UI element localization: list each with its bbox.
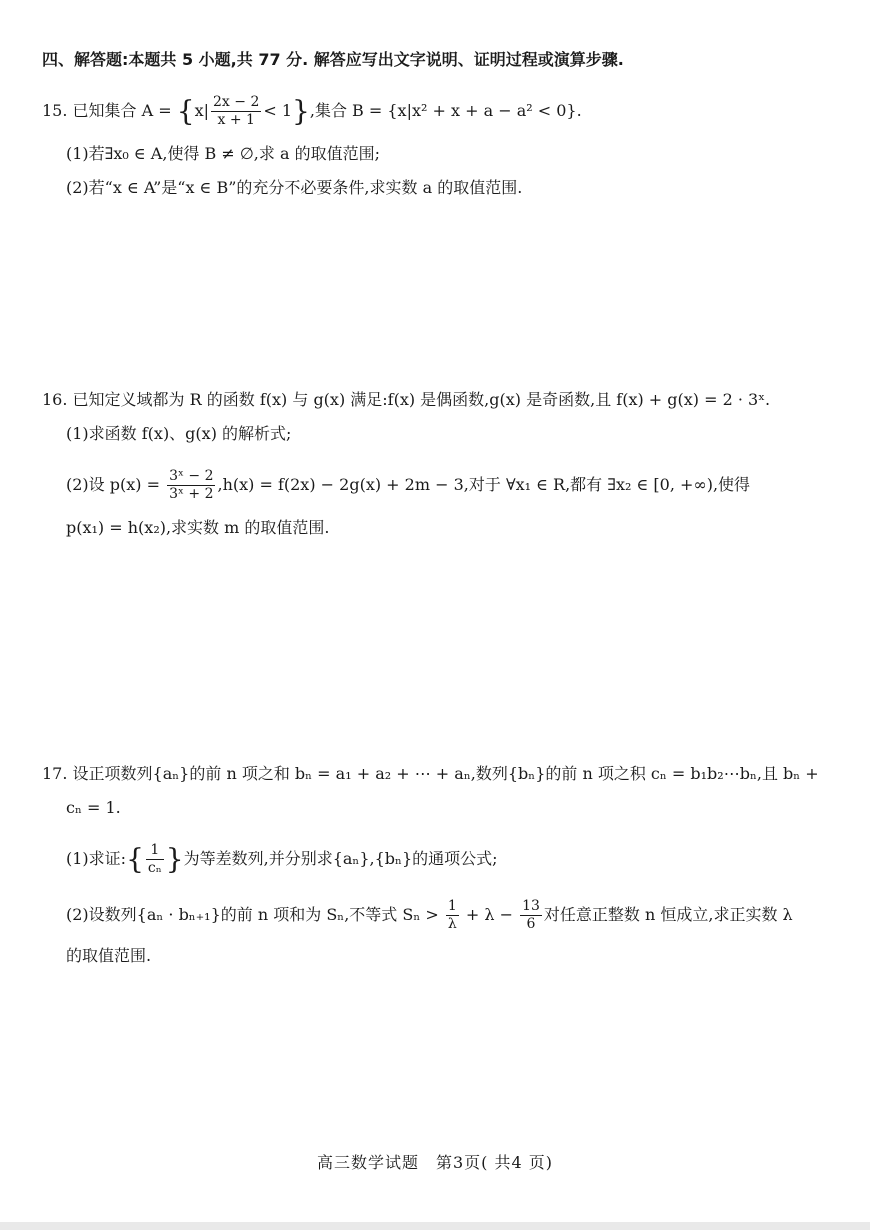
q17-frac-den: cₙ <box>147 860 162 876</box>
q15-part1: (1)若∃x₀ ∈ A,使得 B ≠ ∅,求 a 的取值范围; <box>66 144 380 163</box>
q17-fraction-1-over-cn <box>146 842 164 877</box>
q17-part1 <box>66 842 840 877</box>
q17-frac1-num: 1 <box>447 898 457 914</box>
q15-stem <box>42 94 840 129</box>
q17-part1-post: 为等差数列,并分别求{aₙ},{bₙ}的通项公式; <box>183 849 498 868</box>
page-footer: 高三数学试题 第3页( 共4 页) <box>316 1153 554 1172</box>
q15-fraction <box>211 94 261 129</box>
q17-part2-continued: 的取值范围. <box>66 946 152 965</box>
q17-fraction-13-over-6 <box>520 898 542 933</box>
q16-part2 <box>66 468 840 503</box>
q15-stem-pre: 15. 已知集合 A = <box>42 101 177 120</box>
q17-part1-pre: (1)求证: <box>66 849 127 868</box>
q15-set-lead: x| <box>194 101 210 120</box>
q17-fraction-1-over-lambda <box>446 898 459 933</box>
q17-part2-pre: (2)设数列{aₙ · bₙ₊₁}的前 n 项和为 Sₙ,不等式 Sₙ > <box>66 905 444 924</box>
q17-part2-post: 对任意正整数 n 恒成立,求正实数 λ <box>543 905 793 924</box>
q17-frac1-den: λ <box>447 916 457 932</box>
q16-frac-num: 3ˣ − 2 <box>169 468 214 484</box>
q16-part2-continued: p(x₁) = h(x₂),求实数 m 的取值范围. <box>66 518 330 537</box>
q16-part1: (1)求函数 f(x)、g(x) 的解析式; <box>66 424 292 443</box>
section-heading: 四、解答题:本题共 5 小题,共 77 分. 解答应写出文字说明、证明过程或演算步骤. <box>42 50 624 69</box>
q15-frac-num: 2x − 2 <box>213 94 260 110</box>
q15-part2: (2)若“x ∈ A”是“x ∈ B”的充分不必要条件,求实数 a 的取值范围. <box>66 178 523 197</box>
q15-frac-den: x + 1 <box>217 112 255 128</box>
right-brace-icon: } <box>165 842 184 876</box>
q16-part2-pre: (2)设 p(x) = <box>66 475 166 494</box>
q16-stem: 16. 已知定义域都为 R 的函数 f(x) 与 g(x) 满足:f(x) 是偶函数,g(x) 是奇函数,且 f(x) + g(x) = 2 · 3ˣ. <box>42 390 771 409</box>
q15-stem-tail: ,集合 B = {x|x² + x + a − a² < 0}. <box>309 101 582 120</box>
left-brace-icon: { <box>126 842 144 876</box>
scan-bottom-edge <box>0 1222 870 1230</box>
q17-frac2-den: 6 <box>526 916 536 932</box>
q17-part2-mid: + λ − <box>460 905 519 924</box>
q17-stem-line1: 17. 设正项数列{aₙ}的前 n 项之和 bₙ = a₁ + a₂ + ⋯ + aₙ,数列{bₙ}的前 n 项之积 cₙ = b₁b₂⋯bₙ,且 bₙ + <box>42 764 819 783</box>
q17-stem-line2: cₙ = 1. <box>66 798 121 817</box>
q17-frac-num: 1 <box>146 842 164 860</box>
q17-part2 <box>66 898 840 933</box>
right-brace-icon: } <box>292 94 310 128</box>
q16-fraction <box>167 468 215 503</box>
q17-frac2-num: 13 <box>522 898 540 914</box>
left-brace-icon: { <box>176 94 195 128</box>
q16-frac-den: 3ˣ + 2 <box>169 486 214 502</box>
q16-part2-post: ,h(x) = f(2x) − 2g(x) + 2m − 3,对于 ∀x₁ ∈ R,都有 ∃x₂ ∈ [0, +∞),使得 <box>217 475 751 494</box>
q15-set-post: < 1 <box>263 101 293 120</box>
